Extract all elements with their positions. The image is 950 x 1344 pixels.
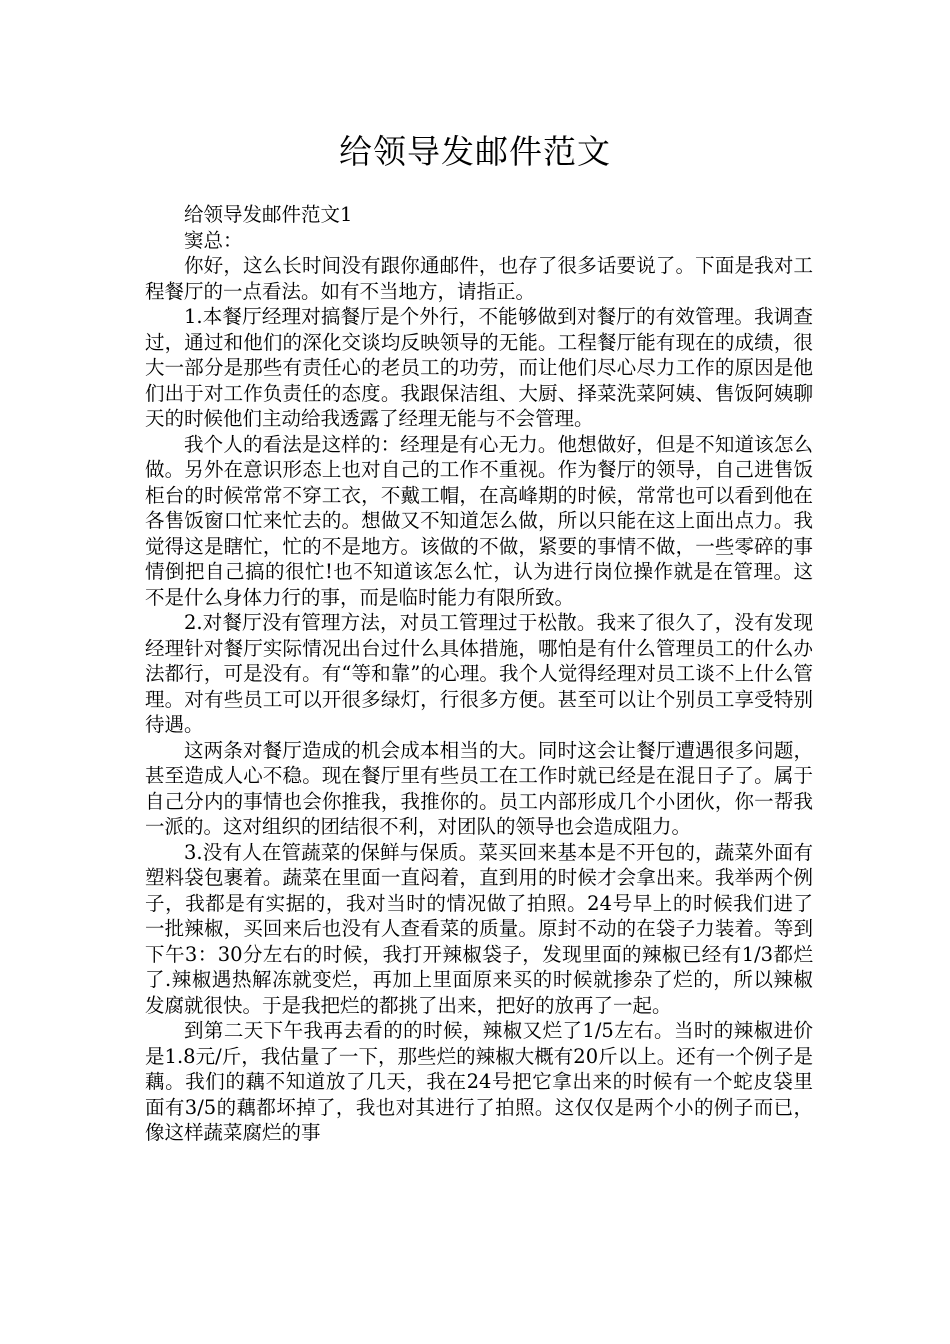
paragraph-point-2: 2.对餐厅没有管理方法，对员工管理过于松散。我来了很久了，没有发现经理针对餐厅实际情况出台过什么具体措施，哪怕是有什么管理员工的什么办法都行，可是没有。有“等和靠”的心理。我个人觉得经理对员工谈不上什么管理。对有些员工可以开很多绿灯，行很多方便。甚至可以让个别员工享受特别待遇。 — [145, 611, 813, 736]
paragraph-heading: 给领导发邮件范文1 — [184, 203, 353, 226]
paragraph-opinion: 我个人的看法是这样的：经理是有心无力。他想做好，但是不知道该怎么做。另外在意识形态上也对自己的工作不重视。作为餐厅的领导，自己进售饭柜台的时候常常不穿工衣，不戴工帽，在高峰期的时候，常常也可以看到他在各售饭窗口忙来忙去的。想做又不知道怎么做，所以只能在这上面出点力。我觉得这是瞎忙，忙的不是地方。该做的不做，紧要的事情不做，一些零碎的事情倒把自己搞的很忙!也不知道该怎么忙，认为进行岗位操作就是在管理。这不是什么身体力行的事，而是临时能力有限所致。 — [145, 432, 813, 609]
paragraph-point-3: 3.没有人在管蔬菜的保鲜与保质。菜买回来基本是不开包的，蔬菜外面有塑料袋包裹着。蔬菜在里面一直闷着，直到用的时候才会拿出来。我举两个例子，我都是有实据的，我对当时的情况做了拍照。24号早上的时候我们进了一批辣椒，买回来后也没有人查看菜的质量。原封不动的在袋子力装着。等到下午3：30分左右的时候，我打开辣椒袋子，发现里面的辣椒已经有1/3都烂了.辣椒遇热解冻就变烂，再加上里面原来买的时候就掺杂了烂的，所以辣椒发腐就很快。于是我把烂的都挑了出来，把好的放再了一起。 — [145, 840, 813, 1017]
paragraph-intro: 你好，这么长时间没有跟你通邮件，也存了很多话要说了。下面是我对工程餐厅的一点看法。如有不当地方，请指正。 — [145, 254, 813, 303]
paragraph-followup: 到第二天下午我再去看的的时候，辣椒又烂了1/5左右。当时的辣椒进价是1.8元/斤，我估量了一下，那些烂的辣椒大概有20斤以上。还有一个例子是藕。我们的藕不知道放了几天，我在24号把它拿出来的时候有一个蛇皮袋里面有3/5的藕都坏掉了，我也对其进行了拍照。这仅仅是两个小的例子而已，像这样蔬菜腐烂的事 — [145, 1019, 813, 1144]
paragraph-impact: 这两条对餐厅造成的机会成本相当的大。同时这会让餐厅遭遇很多问题，甚至造成人心不稳。现在餐厅里有些员工在工作时就已经是在混日子了。属于自己分内的事情也会你推我，我推你的。员工内部形成几个小团伙，你一帮我一派的。这对组织的团结很不利，对团队的领导也会造成阻力。 — [145, 738, 813, 838]
paragraph-salutation: 窦总： — [184, 228, 243, 252]
paragraph-point-1: 1.本餐厅经理对搞餐厅是个外行，不能够做到对餐厅的有效管理。我调查过，通过和他们的深化交谈均反映领导的无能。工程餐厅能有现在的成绩，很大一部分是那些有责任心的老员工的功劳，而让他们尽心尽力工作的原因是他们出于对工作负责任的态度。我跟保洁组、大厨、择菜洗菜阿姨、售饭阿姨聊天的时候他们主动给我透露了经理无能与不会管理。 — [145, 305, 813, 430]
document-title: 给领导发邮件范文 — [339, 132, 611, 171]
document-body — [145, 202, 813, 1146]
